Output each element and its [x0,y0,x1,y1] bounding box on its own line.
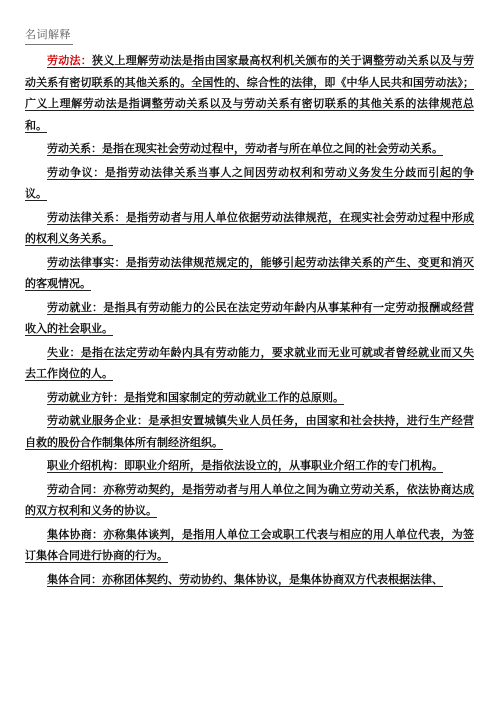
term: 劳动就业服务企业： [47,414,149,427]
term: 职业介绍机构： [47,459,124,472]
definition-text: 亦称劳动契约，是指劳动者与用人单位之间为确立劳动关系，依法协商达成的双方权利和义务的协议。 [25,482,475,517]
definition-text: 是指党和国家制定的劳动就业工作的总原则。 [124,390,344,404]
definition-collective-contract [25,569,474,591]
definition-text: 是承担安置城镇失业人员任务，由国家和社会扶持，进行生产经营自救的股份合作制集体所有制经济组织。 [25,414,475,449]
definition-text: 亦称集体谈判，是指用人单位工会或职工代表与相应的用人单位代表，为签订集体合同进行协商的行为。 [25,527,475,562]
term: 集体协商： [47,527,104,541]
term: 劳动法律事实： [47,255,126,269]
term: 劳动法律关系： [47,210,126,224]
definitions-list [25,50,474,592]
definition-unemployment [25,342,474,385]
term: 失业： [47,345,81,359]
term: 劳动关系： [47,142,102,155]
definition-labor-legal-fact [25,252,474,295]
definition-text: 是指劳动者与用人单位依据劳动法律规范，在现实社会劳动过程中形成的权利义务关系。 [25,210,474,245]
definition-employment [25,297,474,340]
definition-text: 是指具有劳动能力的公民在法定劳动年龄内从事某种有一定劳动报酬或经营收入的社会职业。 [25,300,475,335]
definition-text: 是指在法定劳动年龄内具有劳动能力，要求就业而无业可就或者曾经就业而又失去工作岗位的人。 [25,345,475,380]
term: 劳动合同： [47,482,104,496]
definition-text: 亦称团体契约、劳动协约、集体协议，是集体协商双方代表根据法律、 [102,572,443,586]
term: 集体合同： [47,572,102,586]
definition-text: 是指在现实社会劳动过程中，劳动者与所在单位之间的社会劳动关系。 [102,142,443,155]
definition-text: 即职业介绍所，是指依法设立的，从事职业介绍工作的专门机构。 [124,459,443,472]
definition-text: 狭义上理解劳动法是指由国家最高权利机关颁布的关于调整劳动关系以及与劳动关系有密切联系的其他关系的。全国性的、综合性的法律，即《中华人民共和国劳动法》；广义上理解劳动法是指调整劳动关系以及与劳动关系有密切联系的其他关系的法律规范总和。 [25,54,475,132]
definition-employment-service-enterprise [25,410,474,453]
definition-labor-relation [25,138,474,160]
term: 劳动就业： [47,300,104,314]
definition-job-agency [25,455,474,477]
section-header: 名词解释 [25,26,73,45]
definition-labor-contract [25,479,474,522]
definition-employment-policy [25,387,474,409]
term: 劳动争议： [47,165,105,179]
term: 劳动法： [47,54,92,67]
definition-labor-dispute [25,162,474,205]
definition-text: 是指劳动法律关系当事人之间因劳动权利和劳动义务发生分歧而引起的争议。 [25,165,475,200]
definition-labor-law [25,50,474,136]
definition-text: 是指劳动法律规范规定的，能够引起劳动法律关系的产生、变更和消灭的客观情况。 [25,255,474,290]
definition-collective-negotiation [25,524,474,567]
term: 劳动就业方针： [47,390,124,404]
definition-labor-legal-relation [25,207,474,250]
